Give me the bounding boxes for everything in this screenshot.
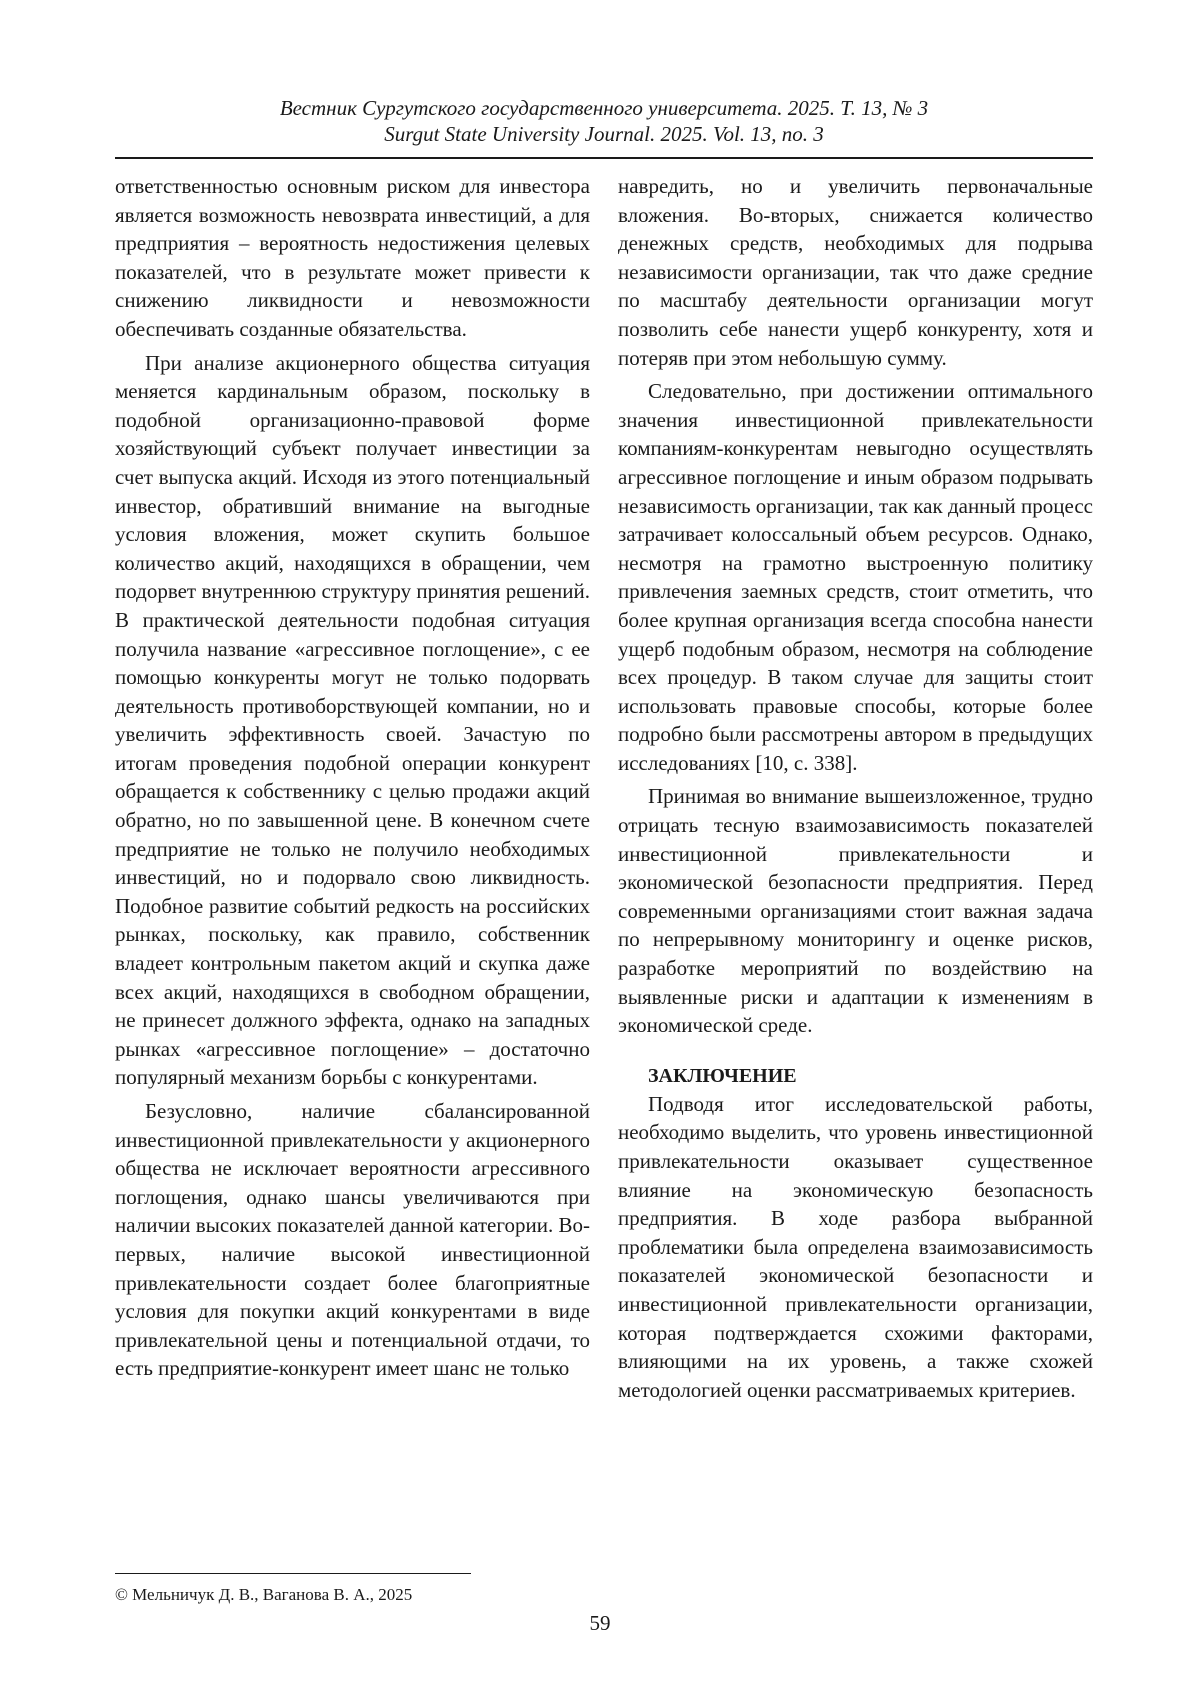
footnote-divider — [115, 1573, 471, 1574]
right-paragraph-4: Подводя итог исследовательской работы, необходимо выделить, что уровень инвестиционной привлекательности оказывает существенное влияние на экономическую безопасность предприятия. В ходе разбора выбранной проблематики была определена взаимозависимость показателей экономической безопасности и инвестиционной привлекательности организации, которая подтверждается схожими факторами, влияющими на их уровень, а также схожей методологией оценки рассматриваемых критериев. — [618, 1091, 1093, 1402]
left-column — [115, 172, 590, 1388]
right-paragraph-3: Принимая во внимание вышеизложенное, трудно отрицать тесную взаимозависимость показателей инвестиционной привлекательности и экономической безопасности предприятия. Перед современными организациями стоит важная задача по непрерывному мониторингу и оценке рисков, разработке мероприятий по воздействию на выявленные риски и адаптации к изменениям в экономической среде. — [618, 784, 1093, 1038]
section-heading-conclusion: ЗАКЛЮЧЕНИЕ — [648, 1064, 797, 1087]
header-russian: Вестник Сургутского государственного университета. 2025. Т. 13, № 3 — [279, 96, 929, 120]
copyright-footnote: © Мельничук Д. В., Ваганова В. А., 2025 — [115, 1585, 413, 1604]
right-column — [618, 172, 1093, 1409]
page-number: 59 — [589, 1611, 611, 1635]
running-header — [115, 95, 1093, 147]
header-divider — [115, 157, 1093, 159]
header-english: Surgut State University Journal. 2025. Vol. 13, no. 3 — [384, 122, 824, 146]
left-paragraph-3: Безусловно, наличие сбалансированной инвестиционной привлекательности у акционерного общества не исключает вероятности агрессивного поглощения, однако шансы увеличиваются при наличии высоких показателей данной категории. Во-первых, наличие высокой инвестиционной привлекательности создает более благоприятные условия для покупки акций конкурентами в виде привлекательной цены и потенциальной отдачи, то есть предприятие-конкурент имеет шанс не только — [115, 1099, 590, 1381]
right-paragraph-1: навредить, но и увеличить первоначальные вложения. Во-вторых, снижается количество денежных средств, необходимых для подрыва независимости организации, так что даже средние по масштабу деятельности организации могут позволить себе нанести ущерб конкуренту, хотя и потеряв при этом небольшую сумму. — [618, 174, 1093, 370]
right-paragraph-2: Следовательно, при достижении оптимального значения инвестиционной привлекательности компаниям-конкурентам невыгодно осуществлять агрессивное поглощение и иным образом подрывать независимость организации, так как данный процесс затрачивает колоссальный объем ресурсов. Однако, несмотря на грамотно выстроенную политику привлечения заемных средств, стоит отметить, что более крупная организация всегда способна нанести ущерб подобным образом, несмотря на соблюдение всех процедур. В таком случае для защиты стоит использовать правовые способы, которые более подробно были рассмотрены автором в предыдущих исследованиях [10, с. 338]. — [618, 379, 1093, 775]
left-paragraph-2: При анализе акционерного общества ситуация меняется кардинальным образом, поскольку в подобной организационно-правовой форме хозяйствующий субъект получает инвестиции за счет выпуска акций. Исходя из этого потенциальный инвестор, обративший внимание на выгодные условия вложения, может скупить большое количество акций, находящихся в обращении, чем подорвет внутреннюю структуру принятия решений. В практической деятельности подобная ситуация получила название «агрессивное поглощение», с ее помощью конкуренты могут не только подорвать деятельность противоборствующей компании, но и увеличить эффективность своей. Зачастую по итогам проведения подобной операции конкурент обращается к собственнику с целью продажи акций обратно, но по завышенной цене. В конечном счете предприятие не только не получило необходимых инвестиций, но и подорвало свою ликвидность. Подобное развитие событий редкость на российских рынках, поскольку, как правило, собственник владеет контрольным пакетом акций и скупка даже всех акций, находящихся в свободном обращении, не принесет должного эффекта, однако на западных рынках «агрессивное поглощение» – достаточно популярный механизм борьбы с конкурентами. — [115, 350, 590, 1090]
left-paragraph-1: ответственностью основным риском для инвестора является возможность невозврата инвестиций, а для предприятия – вероятность недостижения целевых показателей, что в результате может привести к снижению ликвидности и невозможности обеспечивать созданные обязательства. — [115, 174, 590, 341]
